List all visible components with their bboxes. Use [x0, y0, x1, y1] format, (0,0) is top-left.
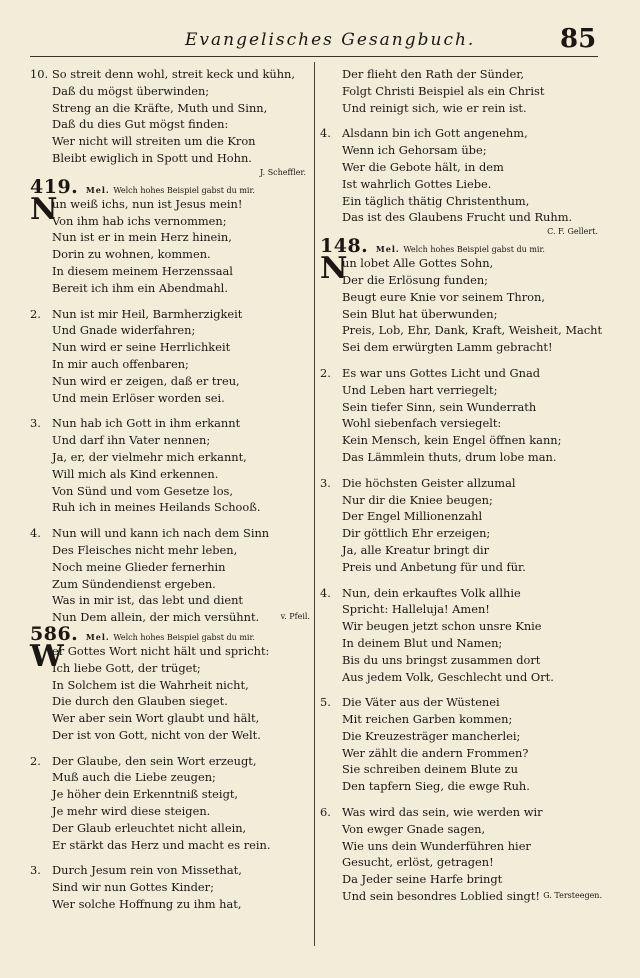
verse-line: Der Engel Millionenzahl [342, 509, 483, 524]
verse-line: Muß auch die Liebe zeugen; [52, 770, 216, 785]
verse-line: Dorin zu wohnen, kommen. [52, 247, 211, 262]
verse-line: Der die Erlösung funden; [342, 272, 489, 287]
verse-line: Wer zählt die andern Frommen? [342, 745, 529, 760]
stanza-10 [30, 66, 310, 179]
hymn-148 [320, 235, 603, 905]
verse-line: 3. Die höchsten Geister allzumal [320, 475, 516, 490]
author-attribution: J. Scheffler. [260, 167, 306, 177]
verse-line: In diesem meinem Herzenssaal [52, 263, 233, 278]
verse-line: Daß du dies Gut mögst finden: [52, 117, 229, 132]
stanza-number: 2. [320, 365, 331, 380]
verse-line: 3. Durch Jesum rein von Missethat, [30, 863, 242, 878]
verse-line: Wir beugen jetzt schon unsre Knie [342, 619, 542, 634]
verse-line: Gesucht, erlöst, getragen! [342, 855, 494, 870]
verse-line: Von ewger Gnade sagen, [342, 821, 486, 836]
verse-line: Er stärkt das Herz und macht es rein. [52, 837, 271, 852]
verse-line: Von Sünd und vom Gesetze los, [52, 483, 234, 498]
column-divider [314, 62, 315, 946]
verse-line: N un weiß ichs, nun ist Jesus mein! [30, 191, 243, 227]
melody-label: Mel. [85, 184, 110, 195]
author-attribution: G. Tersteegen. [543, 891, 602, 901]
verse-line: Der flieht den Rath der Sünder, [342, 67, 525, 81]
verse-line: Bleibt ewiglich in Spott und Hohn. [52, 150, 252, 165]
verse-line: Da Jeder seine Harfe bringt [342, 872, 503, 887]
verse-line: Nun Dem allein, der mich versühnt. v. Pfeil. [52, 610, 310, 625]
verse-line: 2. Der Glaube, den sein Wort erzeugt, [30, 753, 257, 768]
verse-line: Noch meine Glieder fernerhin [52, 559, 226, 574]
hymn-419 [30, 175, 310, 626]
header-rule [30, 56, 598, 57]
verse-line: Wer nicht will streiten um die Kron [52, 134, 256, 149]
verse-line: Ich liebe Gott, der trüget; [52, 660, 201, 675]
verse-line: Daß du mögst überwinden; [52, 83, 210, 98]
drop-cap: N [320, 251, 348, 287]
verse-line: In Solchem ist die Wahrheit nicht, [52, 677, 249, 692]
hymn-number: 419. [30, 175, 79, 198]
stanza-number: 5. [320, 695, 331, 710]
verse-line: 4. Alsdann bin ich Gott angenehm, [320, 126, 528, 141]
verse-line: Und mein Erlöser worden sei. [52, 390, 225, 405]
stanza-number: 4. [30, 526, 41, 541]
melody-indication: Welch hohes Beispiel gabst du mir. [113, 185, 255, 195]
verse-line: Streng an die Kräfte, Muth und Sinn, [52, 100, 268, 115]
verse-line: Des Fleisches nicht mehr leben, [52, 542, 238, 557]
verse-line: Wohl siebenfach versiegelt: [342, 416, 502, 431]
verse-line: Der ist von Gott, nicht von der Welt. [52, 727, 261, 742]
verse-line: Nur dir die Kniee beugen; [342, 492, 493, 507]
running-head-title: Evangelisches Gesangbuch. [185, 30, 476, 50]
drop-cap: N [30, 191, 58, 227]
hymn-heading [320, 235, 602, 258]
verse-line: Je höher dein Erkenntniß steigt, [52, 787, 239, 802]
hymn-586 [30, 622, 310, 913]
verse-line: Ruh ich in meines Heilands Schooß. [52, 500, 261, 515]
stanza-number: 2. [30, 753, 41, 768]
verse-line: Will mich als Kind erkennen. [52, 466, 219, 481]
verse-line: Wer die Gebote hält, in dem [342, 159, 504, 174]
verse-line: Dir göttlich Ehr erzeigen; [342, 526, 491, 541]
verse-line: 4. Nun will und kann ich nach dem Sinn [30, 526, 270, 541]
verse-line: Nun ist er in mein Herz hinein, [52, 230, 232, 245]
verse-line: Ein täglich thätig Christenthum, [342, 193, 530, 208]
right-column [320, 66, 602, 905]
verse-line: Das Lämmlein thuts, drum lobe man. [342, 449, 557, 464]
stanza-number: 3. [320, 475, 331, 490]
stanza-number: 6. [320, 805, 331, 820]
verse-line: N un lobet Alle Gottes Sohn, [320, 251, 494, 287]
hymn-heading [30, 622, 310, 645]
stanza-number: 4. [320, 126, 331, 141]
author-attribution: v. Pfeil. [280, 612, 310, 622]
verse-line: Der Glaub erleuchtet nicht allein, [52, 820, 247, 835]
verse-line: Nun wird er zeigen, daß er treu, [52, 373, 240, 388]
verse-line: 2. Nun ist mir Heil, Barmherzigkeit [30, 306, 243, 321]
stanza-number: 3. [30, 416, 41, 431]
stanza-number: 4. [320, 585, 331, 600]
verse-line: 10. So streit denn wohl, streit keck und kühn, [30, 67, 295, 81]
hymn-number: 586. [30, 622, 79, 645]
left-column [30, 66, 310, 913]
verse-line: Von ihm hab ichs vernommen; [52, 213, 227, 228]
verse-line: Ja, alle Kreatur bringt dir [342, 542, 490, 557]
verse-line: In mir auch offenbaren; [52, 356, 189, 371]
stanza-number: 10. [30, 67, 49, 81]
verse-line: Zum Sündendienst ergeben. [52, 576, 216, 591]
verse-line: Bis du uns bringst zusammen dort [342, 652, 541, 667]
verse-line: Sein tiefer Sinn, sein Wunderrath [342, 399, 537, 414]
verse-line: Preis und Anbetung für und für. [342, 559, 526, 574]
verse-line: Beugt eure Knie vor seinem Thron, [342, 289, 545, 304]
verse-line: Preis, Lob, Ehr, Dank, Kraft, Weisheit, Macht [342, 323, 603, 338]
hymn-586-continued [320, 66, 602, 238]
author-attribution: C. F. Gellert. [547, 227, 598, 237]
verse-line: Und reinigt sich, wie er rein ist. [342, 100, 527, 115]
verse-line: 3. Nun hab ich Gott in ihm erkannt [30, 416, 241, 431]
stanza-number: 3. [30, 863, 41, 878]
verse-line: Und sein besondres Loblied singt! G. Tersteegen. [342, 889, 602, 904]
verse-line: Wer aber sein Wort glaubt und hält, [52, 711, 260, 726]
melody-indication: Welch hohes Beispiel gabst du mir. [113, 632, 255, 642]
melody-label: Mel. [375, 244, 400, 255]
drop-cap: W [30, 638, 64, 674]
page-number: 85 [560, 24, 597, 54]
verse-line: Sein Blut hat überwunden; [342, 306, 498, 321]
verse-line: 4. Nun, dein erkauftes Volk allhie [320, 585, 521, 600]
verse-line: Und Gnade widerfahren; [52, 323, 196, 338]
verse-line: Bereit ich ihm ein Abendmahl. [52, 280, 228, 295]
verse-line: Und darf ihn Vater nennen; [52, 433, 211, 448]
verse-line: Und Leben hart verriegelt; [342, 382, 498, 397]
verse-line: Ist wahrlich Gottes Liebe. [342, 176, 492, 191]
verse-line: Den tapfern Sieg, die ewge Ruh. [342, 779, 530, 794]
hymn-number: 148. [320, 235, 369, 258]
verse-line: Die durch den Glauben sieget. [52, 694, 228, 709]
verse-line: Folgt Christi Beispiel als ein Christ [342, 83, 545, 98]
verse-line: Kein Mensch, kein Engel öffnen kann; [342, 433, 562, 448]
verse-line: Sei dem erwürgten Lamm gebracht! [342, 340, 553, 355]
hymn-heading [30, 175, 310, 198]
verse-line: W er Gottes Wort nicht hält und spricht: [30, 638, 270, 674]
verse-line: Je mehr wird diese steigen. [52, 804, 211, 819]
verse-line: Nun wird er seine Herrlichkeit [52, 340, 231, 355]
verse-line: Wenn ich Gehorsam übe; [342, 143, 487, 158]
melody-indication: Welch hohes Beispiel gabst du mir. [403, 245, 545, 255]
verse-line: Mit reichen Garben kommen; [342, 712, 513, 727]
verse-line: Was in mir ist, das lebt und dient [52, 593, 243, 608]
verse-line: Wer solche Hoffnung zu ihm hat, [52, 897, 242, 912]
stanza-number: 2. [30, 306, 41, 321]
verse-line: 6. Was wird das sein, wie werden wir [320, 805, 543, 820]
verse-line: Spricht: Halleluja! Amen! [342, 602, 490, 617]
verse-line: Wie uns dein Wunderführen hier [342, 838, 531, 853]
verse-line: Sind wir nun Gottes Kinder; [52, 880, 214, 895]
verse-line: Sie schreiben deinem Blute zu [342, 762, 518, 777]
melody-label: Mel. [85, 631, 110, 642]
verse-line: Ja, er, der vielmehr mich erkannt, [52, 449, 247, 464]
verse-line: Das ist des Glaubens Frucht und Ruhm. [342, 210, 573, 225]
verse-line: 2. Es war uns Gottes Licht und Gnad [320, 365, 541, 380]
verse-line: Aus jedem Volk, Geschlecht und Ort. [342, 669, 554, 684]
verse-line: Die Kreuzesträger mancherlei; [342, 728, 521, 743]
verse-line: In deinem Blut und Namen; [342, 635, 503, 650]
verse-line: 5. Die Väter aus der Wüstenei [320, 695, 500, 710]
